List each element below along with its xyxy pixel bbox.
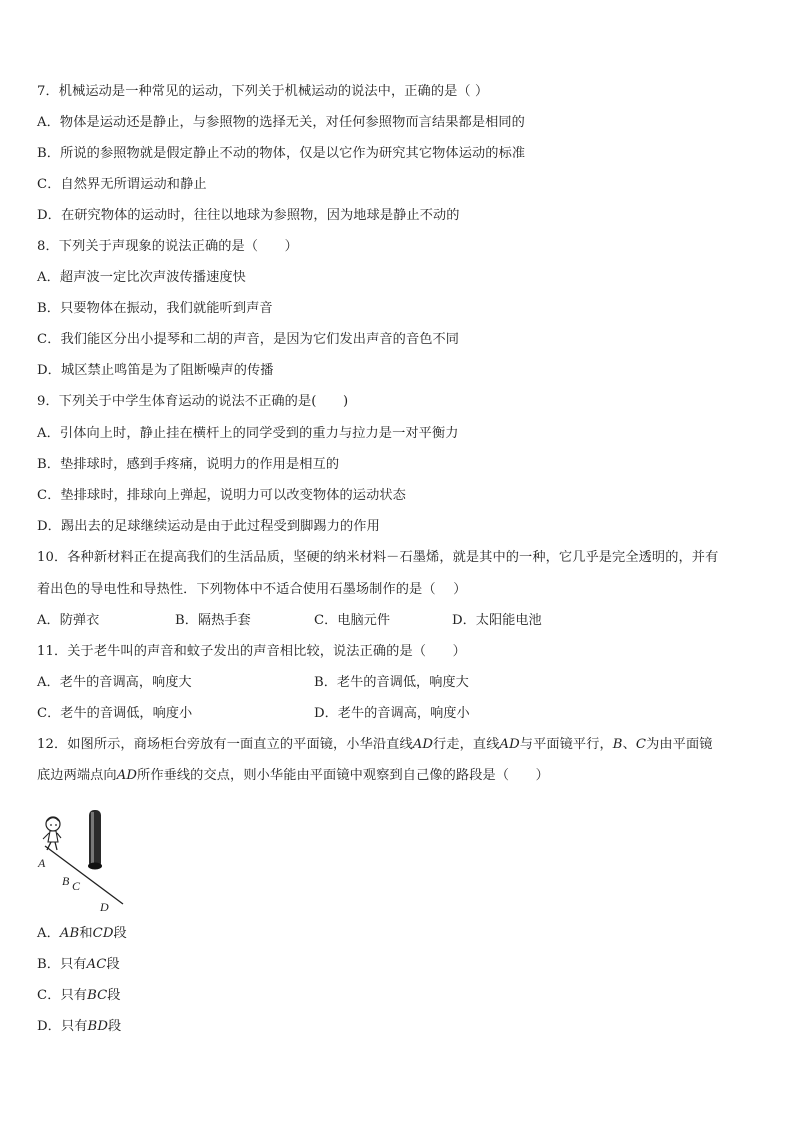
q12-option-c: C．只有BC段 [37, 988, 121, 1003]
q8-option-d: D．城区禁止鸣笛是为了阻断噪声的传播 [37, 363, 274, 378]
q11-option-a: A．老牛的音调高，响度大 [37, 675, 192, 690]
q7-option-d: D．在研究物体的运动时，往往以地球为参照物，因为地球是静止不动的 [37, 208, 460, 223]
q12-option-a: A．AB和CD段 [37, 926, 127, 941]
q12-stem-line2: 底边两端点向AD所作垂线的交点，则小华能由平面镜中观察到自己像的路段是（ ） [37, 768, 549, 783]
q10-option-b: B．隔热手套 [175, 613, 251, 628]
q11-option-d: D．老牛的音调高，响度小 [314, 706, 470, 721]
q12-option-d: D．只有BD段 [37, 1019, 122, 1034]
q8-stem: 8．下列关于声现象的说法正确的是（ ） [37, 239, 298, 254]
q7-option-b: B．所说的参照物就是假定静止不动的物体，仅是以它作为研究其它物体运动的标准 [37, 146, 526, 161]
figure-label-b: B [62, 874, 70, 888]
q10-option-d: D．太阳能电池 [452, 613, 542, 628]
mirror-walkway-figure [30, 806, 140, 918]
q11-option-b: B．老牛的音调低，响度大 [314, 675, 469, 690]
q7-stem: 7．机械运动是一种常见的运动，下列关于机械运动的说法中，正确的是（ ） [37, 84, 489, 99]
figure-label-a: A [38, 856, 46, 870]
q11-stem: 11．关于老牛叫的声音和蚊子发出的声音相比较，说法正确的是（ ） [37, 644, 466, 659]
q9-option-d: D．踢出去的足球继续运动是由于此过程受到脚踢力的作用 [37, 519, 380, 534]
figure-label-c: C [72, 879, 81, 893]
q10-option-a: A．防弹衣 [37, 613, 100, 628]
q8-option-a: A．超声波一定比次声波传播速度快 [37, 270, 246, 285]
q10-stem-line2: 着出色的导电性和导热性．下列物体中不适合使用石墨场制作的是（ ） [37, 582, 467, 597]
walkway-line [45, 846, 123, 904]
q12-stem-line1: 12．如图所示，商场柜台旁放有一面直立的平面镜，小华沿直线AD行走，直线AD与平面镜平行，B、C为由平面镜 [37, 737, 713, 752]
q10-stem-line1: 10．各种新材料正在提高我们的生活品质，坚硬的纳米材料－石墨烯，就是其中的一种，它几乎是完全透明的，并有 [37, 550, 719, 565]
mirror-bar [89, 810, 101, 868]
q9-option-a: A．引体向上时，静止挂在横杆上的同学受到的重力与拉力是一对平衡力 [37, 426, 459, 441]
q9-option-c: C．垫排球时，排球向上弹起，说明力可以改变物体的运动状态 [37, 488, 406, 503]
q8-option-c: C．我们能区分出小提琴和二胡的声音，是因为它们发出声音的音色不同 [37, 332, 460, 347]
person-icon [43, 817, 61, 850]
q7-option-c: C．自然界无所谓运动和静止 [37, 177, 207, 192]
q7-option-a: A．物体是运动还是静止，与参照物的选择无关，对任何参照物而言结果都是相同的 [37, 115, 525, 130]
mirror-base [88, 863, 102, 870]
q9-option-b: B．垫排球时，感到手疼痛，说明力的作用是相互的 [37, 457, 340, 472]
q10-option-c: C．电脑元件 [314, 613, 391, 628]
q12-option-b: B．只有AC段 [37, 957, 120, 972]
q11-option-c: C．老牛的音调低，响度小 [37, 706, 193, 721]
figure-label-d: D [100, 900, 109, 914]
q8-option-b: B．只要物体在振动，我们就能听到声音 [37, 301, 273, 316]
q9-stem: 9．下列关于中学生体育运动的说法不正确的是( ) [37, 394, 349, 409]
mirror-highlight [91, 812, 94, 864]
